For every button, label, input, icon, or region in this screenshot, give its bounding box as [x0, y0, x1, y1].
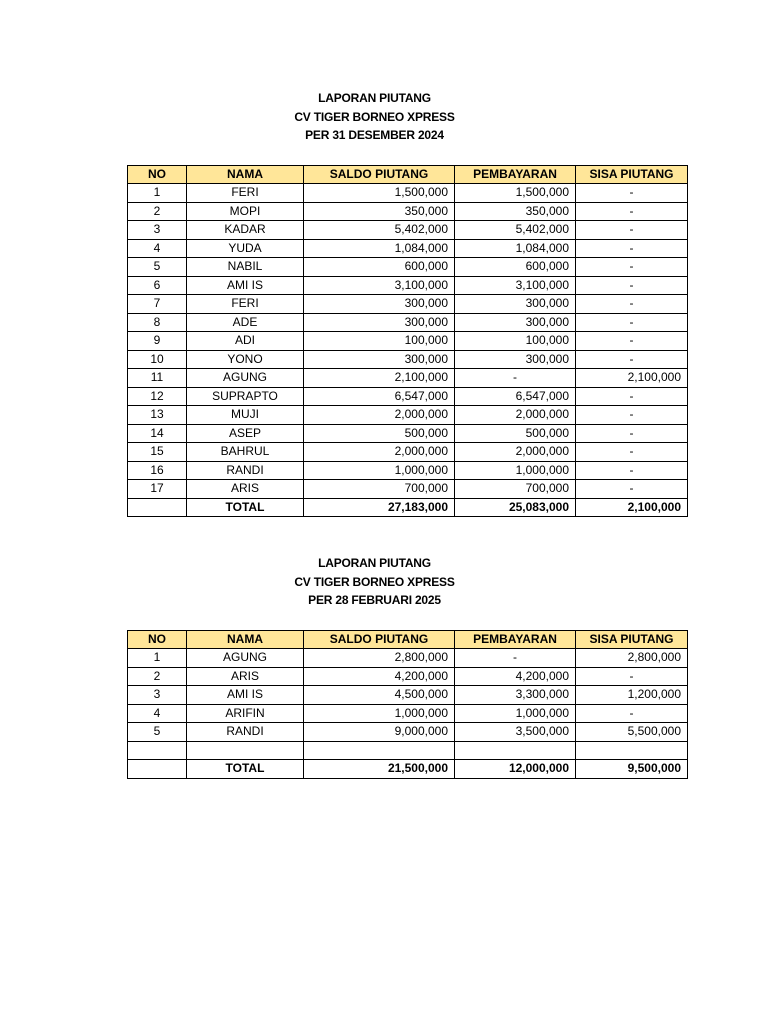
- cell-pembayaran: 600,000: [455, 258, 576, 277]
- table-row: [128, 369, 688, 388]
- receivables-table: [127, 630, 688, 779]
- cell-no: 3: [128, 686, 187, 705]
- column-header-no: NO: [128, 165, 187, 184]
- total-saldo-piutang: 21,500,000: [304, 760, 455, 779]
- table-row: [128, 202, 688, 221]
- cell-no: 11: [128, 369, 187, 388]
- total-sisa-piutang: 9,500,000: [576, 760, 688, 779]
- cell-nama: FERI: [187, 184, 304, 203]
- table-row: [128, 350, 688, 369]
- cell-saldo-piutang: 2,000,000: [304, 406, 455, 425]
- cell-sisa-piutang: -: [576, 276, 688, 295]
- report-february-2025: [127, 554, 681, 779]
- column-header-no: NO: [128, 630, 187, 649]
- table-body: [128, 184, 688, 517]
- column-header-sisa-piutang: SISA PIUTANG: [576, 165, 688, 184]
- cell-sisa-piutang: -: [576, 704, 688, 723]
- cell-pembayaran: 1,500,000: [455, 184, 576, 203]
- cell-sisa-piutang: -: [576, 424, 688, 443]
- cell-pembayaran: 3,100,000: [455, 276, 576, 295]
- cell-nama: ADI: [187, 332, 304, 351]
- cell-nama: ARIS: [187, 667, 304, 686]
- total-pembayaran: 12,000,000: [455, 760, 576, 779]
- cell-saldo-piutang: 5,402,000: [304, 221, 455, 240]
- cell-sisa-piutang: -: [576, 184, 688, 203]
- cell-no: 15: [128, 443, 187, 462]
- table-row: [128, 221, 688, 240]
- cell-nama: ASEP: [187, 424, 304, 443]
- column-header-nama: NAMA: [187, 165, 304, 184]
- total-row: [128, 760, 688, 779]
- cell-no: 1: [128, 184, 187, 203]
- cell-no: 5: [128, 258, 187, 277]
- company-name: CV TIGER BORNEO XPRESS: [294, 109, 455, 124]
- cell-nama: YUDA: [187, 239, 304, 258]
- cell-sisa-piutang: -: [576, 387, 688, 406]
- report-december-2024: [127, 89, 681, 517]
- cell-saldo-piutang: 1,084,000: [304, 239, 455, 258]
- cell-no: 5: [128, 723, 187, 742]
- table-row: [128, 313, 688, 332]
- cell-no: 2: [128, 667, 187, 686]
- cell-sisa-piutang: -: [576, 443, 688, 462]
- cell-saldo-piutang: 300,000: [304, 350, 455, 369]
- cell-pembayaran: [455, 741, 576, 760]
- cell-no: 2: [128, 202, 187, 221]
- cell-saldo-piutang: 2,800,000: [304, 649, 455, 668]
- table-row: [128, 406, 688, 425]
- cell-nama: AGUNG: [187, 649, 304, 668]
- table-row: [128, 332, 688, 351]
- cell-sisa-piutang: -: [576, 258, 688, 277]
- cell-nama: MOPI: [187, 202, 304, 221]
- cell-sisa-piutang: -: [576, 295, 688, 314]
- table-row: [128, 741, 688, 760]
- column-header-pembayaran: PEMBAYARAN: [455, 165, 576, 184]
- cell-saldo-piutang: 2,000,000: [304, 443, 455, 462]
- cell-saldo-piutang: 9,000,000: [304, 723, 455, 742]
- cell-saldo-piutang: 2,100,000: [304, 369, 455, 388]
- cell-saldo-piutang: 700,000: [304, 480, 455, 499]
- cell-pembayaran: 6,547,000: [455, 387, 576, 406]
- cell-nama: RANDI: [187, 461, 304, 480]
- table-row: [128, 723, 688, 742]
- table-row: [128, 704, 688, 723]
- report-period: PER 31 DESEMBER 2024: [305, 128, 444, 142]
- cell-pembayaran: 100,000: [455, 332, 576, 351]
- cell-sisa-piutang: -: [576, 202, 688, 221]
- cell-pembayaran: 1,084,000: [455, 239, 576, 258]
- cell-saldo-piutang: [304, 741, 455, 760]
- cell-nama: RANDI: [187, 723, 304, 742]
- table-row: [128, 184, 688, 203]
- table-row: [128, 649, 688, 668]
- cell-no: 17: [128, 480, 187, 499]
- receivables-table: [127, 165, 688, 518]
- cell-sisa-piutang: 2,100,000: [576, 369, 688, 388]
- cell-nama: SUPRAPTO: [187, 387, 304, 406]
- cell-saldo-piutang: 600,000: [304, 258, 455, 277]
- cell-saldo-piutang: 6,547,000: [304, 387, 455, 406]
- total-saldo-piutang: 27,183,000: [304, 498, 455, 517]
- cell-no: [128, 760, 187, 779]
- table-row: [128, 387, 688, 406]
- table-row: [128, 295, 688, 314]
- column-header-pembayaran: PEMBAYARAN: [455, 630, 576, 649]
- cell-pembayaran: 3,300,000: [455, 686, 576, 705]
- company-name: CV TIGER BORNEO XPRESS: [294, 574, 455, 589]
- table-row: [128, 239, 688, 258]
- cell-nama: ARIS: [187, 480, 304, 499]
- cell-nama: AMI IS: [187, 686, 304, 705]
- cell-no: 10: [128, 350, 187, 369]
- cell-saldo-piutang: 350,000: [304, 202, 455, 221]
- total-label: TOTAL: [187, 760, 304, 779]
- cell-nama: MUJI: [187, 406, 304, 425]
- cell-sisa-piutang: -: [576, 667, 688, 686]
- cell-sisa-piutang: -: [576, 239, 688, 258]
- cell-saldo-piutang: 300,000: [304, 295, 455, 314]
- total-sisa-piutang: 2,100,000: [576, 498, 688, 517]
- cell-saldo-piutang: 500,000: [304, 424, 455, 443]
- cell-sisa-piutang: -: [576, 221, 688, 240]
- cell-no: 4: [128, 704, 187, 723]
- cell-sisa-piutang: -: [576, 332, 688, 351]
- column-header-saldo-piutang: SALDO PIUTANG: [304, 165, 455, 184]
- cell-saldo-piutang: 4,500,000: [304, 686, 455, 705]
- cell-pembayaran: 700,000: [455, 480, 576, 499]
- cell-sisa-piutang: -: [576, 350, 688, 369]
- table-row: [128, 686, 688, 705]
- cell-pembayaran: 300,000: [455, 350, 576, 369]
- cell-pembayaran: 350,000: [455, 202, 576, 221]
- cell-pembayaran: 300,000: [455, 313, 576, 332]
- cell-nama: AGUNG: [187, 369, 304, 388]
- table-row: [128, 424, 688, 443]
- total-pembayaran: 25,083,000: [455, 498, 576, 517]
- cell-pembayaran: 1,000,000: [455, 461, 576, 480]
- cell-no: 13: [128, 406, 187, 425]
- table-row: [128, 461, 688, 480]
- table-row: [128, 667, 688, 686]
- cell-sisa-piutang: [576, 741, 688, 760]
- report-title: LAPORAN PIUTANG: [318, 91, 431, 105]
- cell-no: [128, 741, 187, 760]
- cell-nama: FERI: [187, 295, 304, 314]
- cell-saldo-piutang: 3,100,000: [304, 276, 455, 295]
- cell-saldo-piutang: 4,200,000: [304, 667, 455, 686]
- cell-pembayaran: -: [455, 369, 576, 388]
- cell-nama: ARIFIN: [187, 704, 304, 723]
- table-row: [128, 480, 688, 499]
- cell-nama: KADAR: [187, 221, 304, 240]
- cell-no: 7: [128, 295, 187, 314]
- cell-sisa-piutang: -: [576, 313, 688, 332]
- cell-pembayaran: 2,000,000: [455, 406, 576, 425]
- cell-pembayaran: -: [455, 649, 576, 668]
- cell-pembayaran: 1,000,000: [455, 704, 576, 723]
- cell-pembayaran: 300,000: [455, 295, 576, 314]
- cell-nama: [187, 741, 304, 760]
- cell-no: 3: [128, 221, 187, 240]
- cell-no: 1: [128, 649, 187, 668]
- cell-sisa-piutang: 1,200,000: [576, 686, 688, 705]
- table-header-row: [128, 630, 688, 649]
- cell-no: 4: [128, 239, 187, 258]
- cell-no: 9: [128, 332, 187, 351]
- cell-sisa-piutang: 5,500,000: [576, 723, 688, 742]
- cell-nama: ADE: [187, 313, 304, 332]
- cell-nama: YONO: [187, 350, 304, 369]
- cell-no: 16: [128, 461, 187, 480]
- cell-pembayaran: 3,500,000: [455, 723, 576, 742]
- cell-saldo-piutang: 100,000: [304, 332, 455, 351]
- cell-sisa-piutang: -: [576, 406, 688, 425]
- report-title: LAPORAN PIUTANG: [318, 556, 431, 570]
- cell-sisa-piutang: 2,800,000: [576, 649, 688, 668]
- cell-no: 6: [128, 276, 187, 295]
- report-period: PER 28 FEBRUARI 2025: [308, 593, 441, 607]
- cell-sisa-piutang: -: [576, 480, 688, 499]
- cell-saldo-piutang: 1,500,000: [304, 184, 455, 203]
- report-header: [127, 554, 622, 610]
- cell-no: 8: [128, 313, 187, 332]
- cell-saldo-piutang: 300,000: [304, 313, 455, 332]
- total-row: [128, 498, 688, 517]
- cell-sisa-piutang: -: [576, 461, 688, 480]
- cell-no: 14: [128, 424, 187, 443]
- table-header-row: [128, 165, 688, 184]
- cell-pembayaran: 5,402,000: [455, 221, 576, 240]
- cell-nama: AMI IS: [187, 276, 304, 295]
- table-row: [128, 443, 688, 462]
- table-row: [128, 276, 688, 295]
- table-body: [128, 649, 688, 779]
- cell-no: [128, 498, 187, 517]
- cell-pembayaran: 4,200,000: [455, 667, 576, 686]
- cell-no: 12: [128, 387, 187, 406]
- column-header-sisa-piutang: SISA PIUTANG: [576, 630, 688, 649]
- cell-nama: BAHRUL: [187, 443, 304, 462]
- total-label: TOTAL: [187, 498, 304, 517]
- cell-pembayaran: 500,000: [455, 424, 576, 443]
- cell-saldo-piutang: 1,000,000: [304, 704, 455, 723]
- column-header-nama: NAMA: [187, 630, 304, 649]
- cell-pembayaran: 2,000,000: [455, 443, 576, 462]
- cell-saldo-piutang: 1,000,000: [304, 461, 455, 480]
- table-row: [128, 258, 688, 277]
- column-header-saldo-piutang: SALDO PIUTANG: [304, 630, 455, 649]
- report-header: [127, 89, 622, 145]
- cell-nama: NABIL: [187, 258, 304, 277]
